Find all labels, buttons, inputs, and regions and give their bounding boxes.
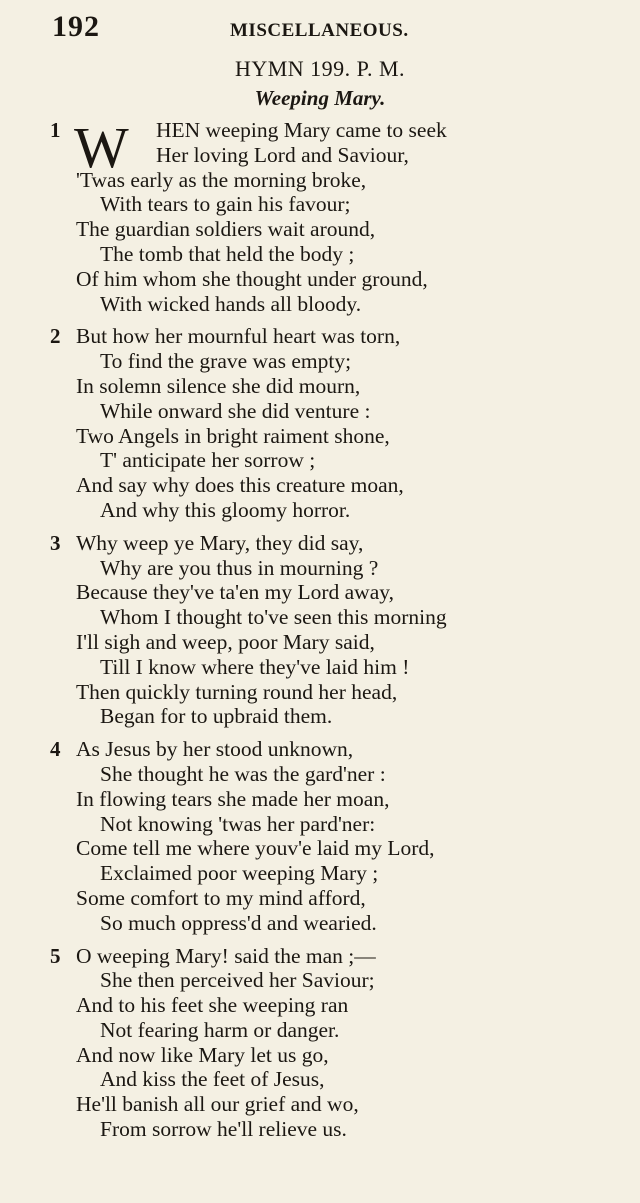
verse-line <box>50 292 610 317</box>
line-text: Of him whom she thought under ground, <box>76 266 428 291</box>
line-text: From sorrow he'll relieve us. <box>100 1117 347 1142</box>
line-text: Whom I thought to've seen this morning <box>100 605 447 630</box>
verse-line <box>50 556 610 581</box>
line-text: Began for to upbraid them. <box>100 704 333 729</box>
verse-line <box>50 630 610 655</box>
verse-line <box>50 762 610 787</box>
verse-line <box>50 861 610 886</box>
verse-line <box>50 374 610 399</box>
line-text: So much oppress'd and wearied. <box>100 910 377 935</box>
verse-line <box>50 498 610 523</box>
verse-line <box>50 1092 610 1117</box>
verse-line <box>50 680 610 705</box>
drop-cap: W <box>74 115 129 180</box>
verse-line <box>50 448 610 473</box>
line-text: Her loving Lord and Saviour, <box>156 142 409 167</box>
line-text: O weeping Mary! said the man ;— <box>76 943 376 968</box>
line-text: He'll banish all our grief and wo, <box>76 1092 359 1117</box>
line-text: And to his feet she weeping ran <box>76 993 349 1018</box>
line-text: Come tell me where youv'e laid my Lord, <box>76 836 435 861</box>
line-text: With tears to gain his favour; <box>100 192 351 217</box>
line-text: Not fearing harm or danger. <box>100 1017 340 1042</box>
verse-line <box>50 531 610 556</box>
line-text: T' anticipate her sorrow ; <box>100 448 316 473</box>
page-number: 192 <box>52 10 100 43</box>
verse-line <box>50 836 610 861</box>
line-text: And kiss the feet of Jesus, <box>100 1067 325 1092</box>
verse-line <box>50 143 610 168</box>
verse-line <box>50 605 610 630</box>
line-text: And why this gloomy horror. <box>100 497 351 522</box>
verse-line <box>50 580 610 605</box>
line-text: But how her mournful heart was torn, <box>76 324 401 349</box>
verse-line <box>50 704 610 729</box>
line-text: Not knowing 'twas her pard'ner: <box>100 811 376 836</box>
line-text: With wicked hands all bloody. <box>100 291 362 316</box>
verse-line <box>50 812 610 837</box>
line-text: Why weep ye Mary, they did say, <box>76 530 364 555</box>
line-text: The guardian soldiers wait around, <box>76 217 376 242</box>
verse-4 <box>50 737 610 935</box>
line-text: In solemn silence she did mourn, <box>76 373 361 398</box>
verse-3 <box>50 531 610 729</box>
verse-line <box>50 242 610 267</box>
line-text: Why are you thus in mourning ? <box>100 555 379 580</box>
hymn-subtitle: Weeping Mary. <box>254 86 386 110</box>
line-text: She thought he was the gard'ner : <box>100 761 386 786</box>
line-text: The tomb that held the body ; <box>100 241 355 266</box>
line-text: Some comfort to my mind afford, <box>76 885 366 910</box>
verse-line <box>50 217 610 242</box>
verse-line <box>50 911 610 936</box>
verse-line <box>50 737 610 762</box>
line-text: To find the grave was empty; <box>100 349 352 374</box>
verse-line <box>50 424 610 449</box>
line-text: HEN weeping Mary came to seek <box>156 118 447 142</box>
verse-1 <box>50 115 610 316</box>
verse-line <box>50 1043 610 1068</box>
line-text: 'Twas early as the morning broke, <box>76 167 367 192</box>
verse-line <box>50 944 610 969</box>
running-head: MISCELLANEOUS. <box>230 20 409 41</box>
line-text: In flowing tears she made her moan, <box>76 786 390 811</box>
line-text: And now like Mary let us go, <box>76 1042 329 1067</box>
verse-line <box>50 324 610 349</box>
verse-line <box>50 1067 610 1092</box>
verse-number: 5 <box>50 943 61 968</box>
verse-number: 1 <box>50 118 61 142</box>
verse-line <box>50 1117 610 1142</box>
verse-line <box>50 968 610 993</box>
verse-number: 2 <box>50 324 61 349</box>
hymn-title: HYMN 199. P. M. <box>234 56 406 81</box>
line-text: Exclaimed poor weeping Mary ; <box>100 861 379 886</box>
verse-line <box>50 655 610 680</box>
verse-line <box>50 473 610 498</box>
line-text: And say why does this creature moan, <box>76 473 404 498</box>
line-text: Then quickly turning round her head, <box>76 679 398 704</box>
verse-line <box>50 1018 610 1043</box>
verse-line <box>50 399 610 424</box>
line-text: She then perceived her Saviour; <box>100 968 375 993</box>
verse-line <box>50 787 610 812</box>
verse-line <box>50 192 610 217</box>
line-text: Two Angels in bright raiment shone, <box>76 423 390 448</box>
verse-line <box>50 267 610 292</box>
verse-line <box>50 886 610 911</box>
verse-line <box>50 168 610 193</box>
verse-2 <box>50 324 610 522</box>
line-text: As Jesus by her stood unknown, <box>76 737 354 762</box>
verse-number: 3 <box>50 530 61 555</box>
hymn-text <box>50 115 610 1142</box>
verse-line <box>50 349 610 374</box>
line-text: I'll sigh and weep, poor Mary said, <box>76 629 375 654</box>
verse-line <box>50 993 610 1018</box>
line-text: Till I know where they've laid him ! <box>100 654 410 679</box>
page-header <box>52 10 592 44</box>
verse-number: 4 <box>50 737 61 762</box>
verse-5 <box>50 944 610 1142</box>
line-text: Because they've ta'en my Lord away, <box>76 580 394 605</box>
line-text: While onward she did venture : <box>100 398 371 423</box>
